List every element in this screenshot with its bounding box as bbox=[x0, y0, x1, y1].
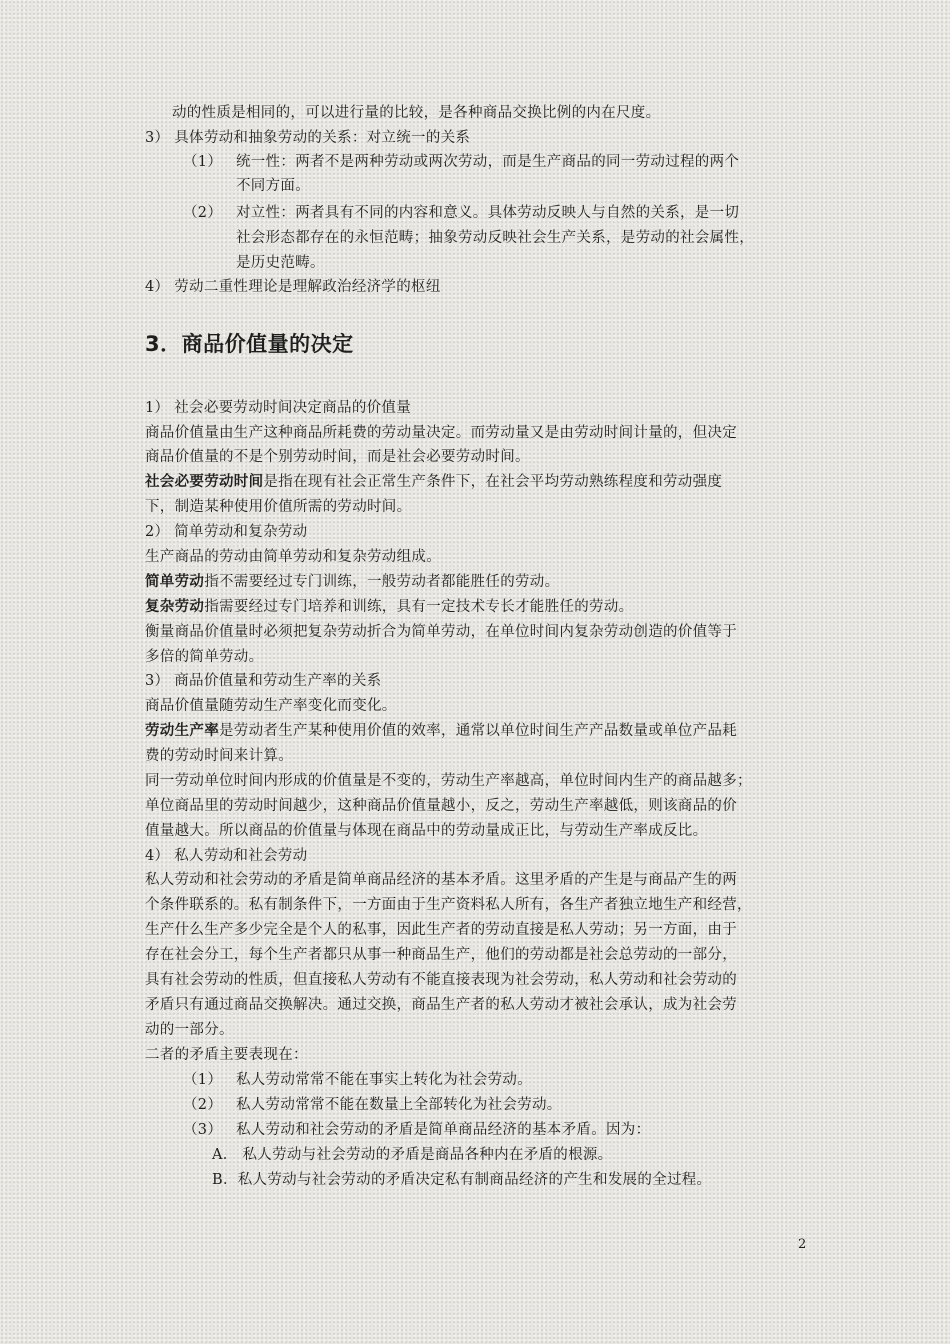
page-number: 2 bbox=[798, 1237, 807, 1252]
text-line: 动的性质是相同的，可以进行量的比较，是各种商品交换比例的内在尺度。 bbox=[172, 105, 661, 121]
list-item: 4） 私人劳动和社会劳动 bbox=[145, 848, 308, 864]
list-item: 2） 简单劳动和复杂劳动 bbox=[145, 524, 308, 540]
list-item: 1） 社会必要劳动时间决定商品的价值量 bbox=[145, 400, 412, 416]
text-line: 矛盾只有通过商品交换解决。通过交换，商品生产者的私人劳动才被社会承认，成为社会劳 bbox=[145, 997, 737, 1013]
text-line: 对立性：两者具有不同的内容和意义。具体劳动反映人与自然的关系，是一切 bbox=[236, 205, 740, 221]
text-line: 同一劳动单位时间内形成的价值量是不变的，劳动生产率越高，单位时间内生产的商品越多； bbox=[145, 773, 752, 789]
list-item: 4） 劳动二重性理论是理解政治经济学的枢纽 bbox=[145, 279, 441, 295]
text-line: 生产商品的劳动由简单劳动和复杂劳动组成。 bbox=[145, 549, 441, 565]
text-line: 衡量商品价值量时必须把复杂劳动折合为简单劳动，在单位时间内复杂劳动创造的价值等于 bbox=[145, 624, 737, 640]
text-line: 存在社会分工，每个生产者都只从事一种商品生产，他们的劳动都是社会总劳动的一部分， bbox=[145, 947, 737, 963]
definition-text: 指需要经过专门培养和训练，具有一定技术专长才能胜任的劳动。 bbox=[204, 599, 634, 615]
text-line: 统一性：两者不是两种劳动或两次劳动，而是生产商品的同一劳动过程的两个 bbox=[236, 154, 740, 170]
definition-line bbox=[145, 721, 737, 741]
list-item: 3） 商品价值量和劳动生产率的关系 bbox=[145, 673, 382, 689]
text-line: 具有社会劳动的性质，但直接私人劳动有不能直接表现为社会劳动，私人劳动和社会劳动的 bbox=[145, 972, 737, 988]
sub-list-item: B．私人劳动与社会劳动的矛盾决定私有制商品经济的产生和发展的全过程。 bbox=[212, 1172, 712, 1188]
text-line: 不同方面。 bbox=[236, 178, 310, 194]
definition-text: 是指在现有社会正常生产条件下，在社会平均劳动熟练程度和劳动强度 bbox=[263, 474, 723, 490]
list-marker: （2） bbox=[183, 1097, 223, 1113]
text-line: 私人劳动和社会劳动的矛盾是简单商品经济的基本矛盾。这里矛盾的产生是与商品产生的两 bbox=[145, 872, 737, 888]
text-line: 商品价值量随劳动生产率变化而变化。 bbox=[145, 698, 397, 714]
list-marker: （1） bbox=[183, 1072, 223, 1088]
text-line: 二者的矛盾主要表现在： bbox=[145, 1047, 308, 1063]
definition-text: 指不需要经过专门训练，一般劳动者都能胜任的劳动。 bbox=[204, 574, 560, 590]
text-line: 值量越大。所以商品的价值量与体现在商品中的劳动量成正比，与劳动生产率成反比。 bbox=[145, 823, 708, 839]
sub-list-item: A． 私人劳动与社会劳动的矛盾是商品各种内在矛盾的根源。 bbox=[212, 1147, 613, 1163]
text-line: 单位商品里的劳动时间越少，这种商品价值量越小，反之，劳动生产率越低，则该商品的价 bbox=[145, 798, 737, 814]
bold-term: 复杂劳动 bbox=[145, 599, 205, 615]
text-line: 动的一部分。 bbox=[145, 1022, 234, 1038]
list-marker: （1） bbox=[183, 154, 223, 170]
section-heading: 3．商品价值量的决定 bbox=[145, 332, 354, 356]
text-line: 个条件联系的。私有制条件下，一方面由于生产资料私人所有，各生产者独立地生产和经营， bbox=[145, 897, 752, 913]
text-line: 社会形态都存在的永恒范畴；抽象劳动反映社会生产关系，是劳动的社会属性， bbox=[236, 230, 754, 246]
bold-term: 劳动生产率 bbox=[145, 723, 219, 739]
list-item: 3） 具体劳动和抽象劳动的关系：对立统一的关系 bbox=[145, 130, 471, 146]
text-line: 私人劳动常常不能在事实上转化为社会劳动。 bbox=[236, 1072, 532, 1088]
text-line: 生产什么生产多少完全是个人的私事，因此生产者的劳动直接是私人劳动；另一方面，由于 bbox=[145, 922, 737, 938]
bold-term: 简单劳动 bbox=[145, 574, 205, 590]
text-line: 私人劳动常常不能在数量上全部转化为社会劳动。 bbox=[236, 1097, 562, 1113]
text-line: 商品价值量的不是个别劳动时间，而是社会必要劳动时间。 bbox=[145, 449, 530, 465]
text-line: 费的劳动时间来计算。 bbox=[145, 748, 293, 764]
text-line: 商品价值量由生产这种商品所耗费的劳动量决定。而劳动量又是由劳动时间计量的，但决定 bbox=[145, 425, 737, 441]
text-line: 是历史范畴。 bbox=[236, 255, 325, 271]
bold-term: 社会必要劳动时间 bbox=[145, 474, 264, 490]
definition-line bbox=[145, 597, 633, 617]
definition-line bbox=[145, 472, 722, 492]
text-line: 私人劳动和社会劳动的矛盾是简单商品经济的基本矛盾。因为： bbox=[236, 1122, 651, 1138]
text-line: 下，制造某种使用价值所需的劳动时间。 bbox=[145, 499, 412, 515]
list-marker: （3） bbox=[183, 1122, 223, 1138]
text-line: 多倍的简单劳动。 bbox=[145, 649, 264, 665]
list-marker: （2） bbox=[183, 205, 223, 221]
definition-line bbox=[145, 572, 559, 592]
definition-text: 是劳动者生产某种使用价值的效率，通常以单位时间生产产品数量或单位产品耗 bbox=[219, 723, 737, 739]
